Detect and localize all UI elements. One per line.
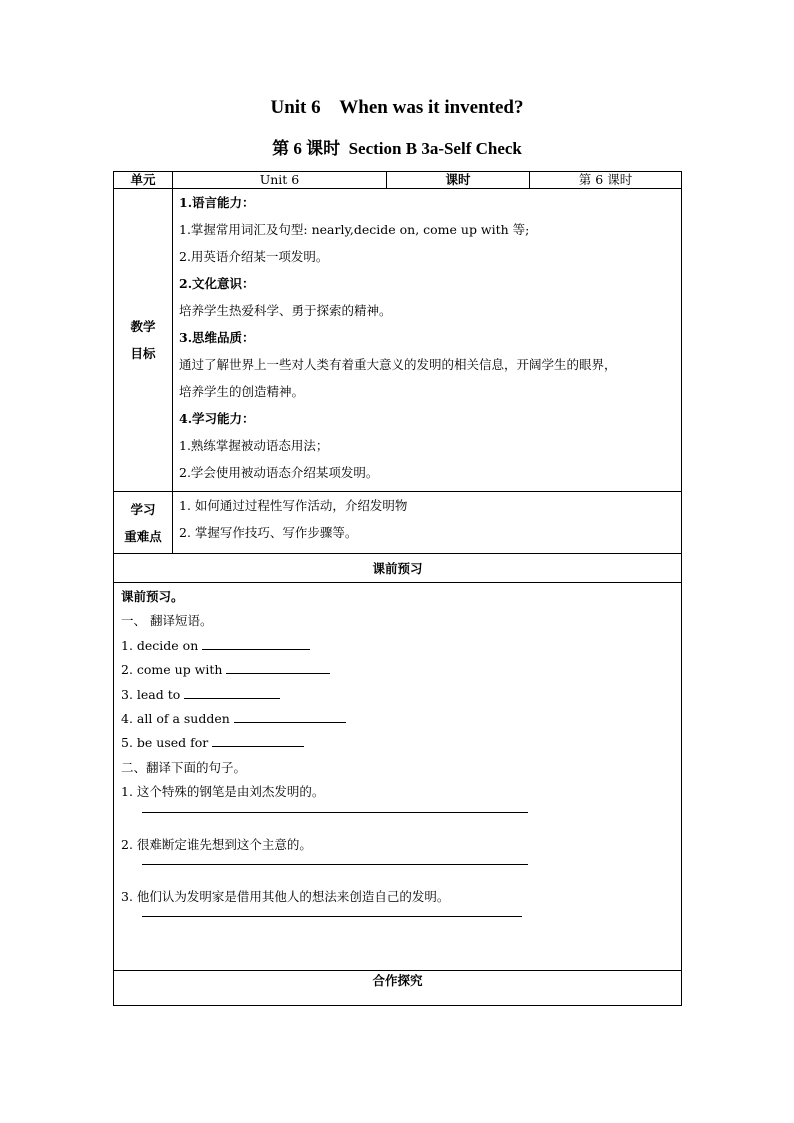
phrase-text: 2. come up with <box>121 662 223 678</box>
sentence-item: 1. 这个特殊的钢笔是由刘杰发明的。 <box>121 784 325 800</box>
lesson-plan-table <box>113 171 682 1006</box>
preview-content-row <box>114 583 682 971</box>
objective-item: 培养学生热爱科学、勇于探索的精神。 <box>179 303 392 318</box>
sentence-answer-line[interactable] <box>142 863 528 865</box>
objective-item: 1.掌握常用词汇及句型: nearly,decide on, come up with 等; <box>179 222 530 237</box>
preview-heading: 课前预习。 <box>121 589 184 604</box>
objectives-label-line1: 教学 <box>130 319 156 334</box>
unit-label: 单元 <box>114 172 173 189</box>
preview-title-row <box>114 554 682 583</box>
phrase-item <box>121 683 674 707</box>
key-points-row <box>114 492 682 554</box>
objective-item: 1.熟练掌握被动语态用法； <box>179 438 329 453</box>
part2-title: 二、翻译下面的句子。 <box>121 759 247 775</box>
phrase-item <box>121 707 674 731</box>
objective-item: 2.学会使用被动语态介绍某项发明。 <box>179 465 379 480</box>
key-points-label <box>114 492 173 554</box>
unit-value: Unit 6 <box>173 172 387 189</box>
key-point-item: 2. 掌握写作技巧、写作步骤等。 <box>179 525 358 540</box>
document-title: Unit 6 When was it invented? <box>270 97 524 118</box>
objective-heading: 3.思维品质： <box>179 330 255 345</box>
objective-heading: 2.文化意识： <box>179 276 255 291</box>
phrase-blank[interactable] <box>202 635 310 650</box>
cooperation-section-title: 合作探究 <box>114 971 682 1006</box>
objective-item: 2.用英语介绍某一项发明。 <box>179 249 329 264</box>
key-points-label-line2: 重难点 <box>124 528 162 544</box>
header-row <box>114 172 682 189</box>
phrase-text: 5. be used for <box>121 735 209 751</box>
objective-item: 培养学生的创造精神。 <box>179 384 305 399</box>
objective-heading: 4.学习能力： <box>179 411 255 426</box>
sentence-answer-line[interactable] <box>142 915 522 917</box>
phrase-blank[interactable] <box>184 684 280 699</box>
phrase-item <box>121 731 674 755</box>
period-value: 第 6 课时 <box>530 172 682 189</box>
key-points-label-line1: 学习 <box>130 501 156 517</box>
phrase-blank[interactable] <box>212 732 304 747</box>
objective-heading: 1.语言能力： <box>179 195 255 210</box>
objective-item: 通过了解世界上一些对人类有着重大意义的发明的相关信息，开阔学生的眼界， <box>179 357 617 372</box>
key-point-item: 1. 如何通过过程性写作活动，介绍发明物 <box>179 498 408 513</box>
objectives-content <box>173 189 682 492</box>
phrase-item <box>121 658 674 682</box>
phrase-text: 4. all of a sudden <box>121 710 230 726</box>
key-points-content <box>173 492 682 554</box>
objectives-lines <box>179 189 675 486</box>
preview-section-title: 课前预习 <box>114 554 682 583</box>
part1-title: 一、 翻译短语。 <box>121 613 213 629</box>
cooperation-title-row <box>114 971 682 1006</box>
sentence-item: 2. 很难断定谁先想到这个主意的。 <box>121 836 312 852</box>
phrase-item <box>121 634 674 658</box>
phrase-text: 1. decide on <box>121 637 199 653</box>
sentence-answer-line[interactable] <box>142 811 528 813</box>
document-subtitle: 第 6 课时 Section B 3a-Self Check <box>272 139 522 158</box>
phrase-blank[interactable] <box>226 659 330 674</box>
period-label: 课时 <box>387 172 530 189</box>
preview-content <box>114 583 682 971</box>
phrase-text: 3. lead to <box>121 686 181 702</box>
objectives-label <box>114 189 173 492</box>
objectives-row <box>114 189 682 492</box>
phrase-blank[interactable] <box>234 708 346 723</box>
sentence-item: 3. 他们认为发明家是借用其他人的想法来创造自己的发明。 <box>121 888 450 904</box>
objectives-label-line2: 目标 <box>130 346 156 361</box>
